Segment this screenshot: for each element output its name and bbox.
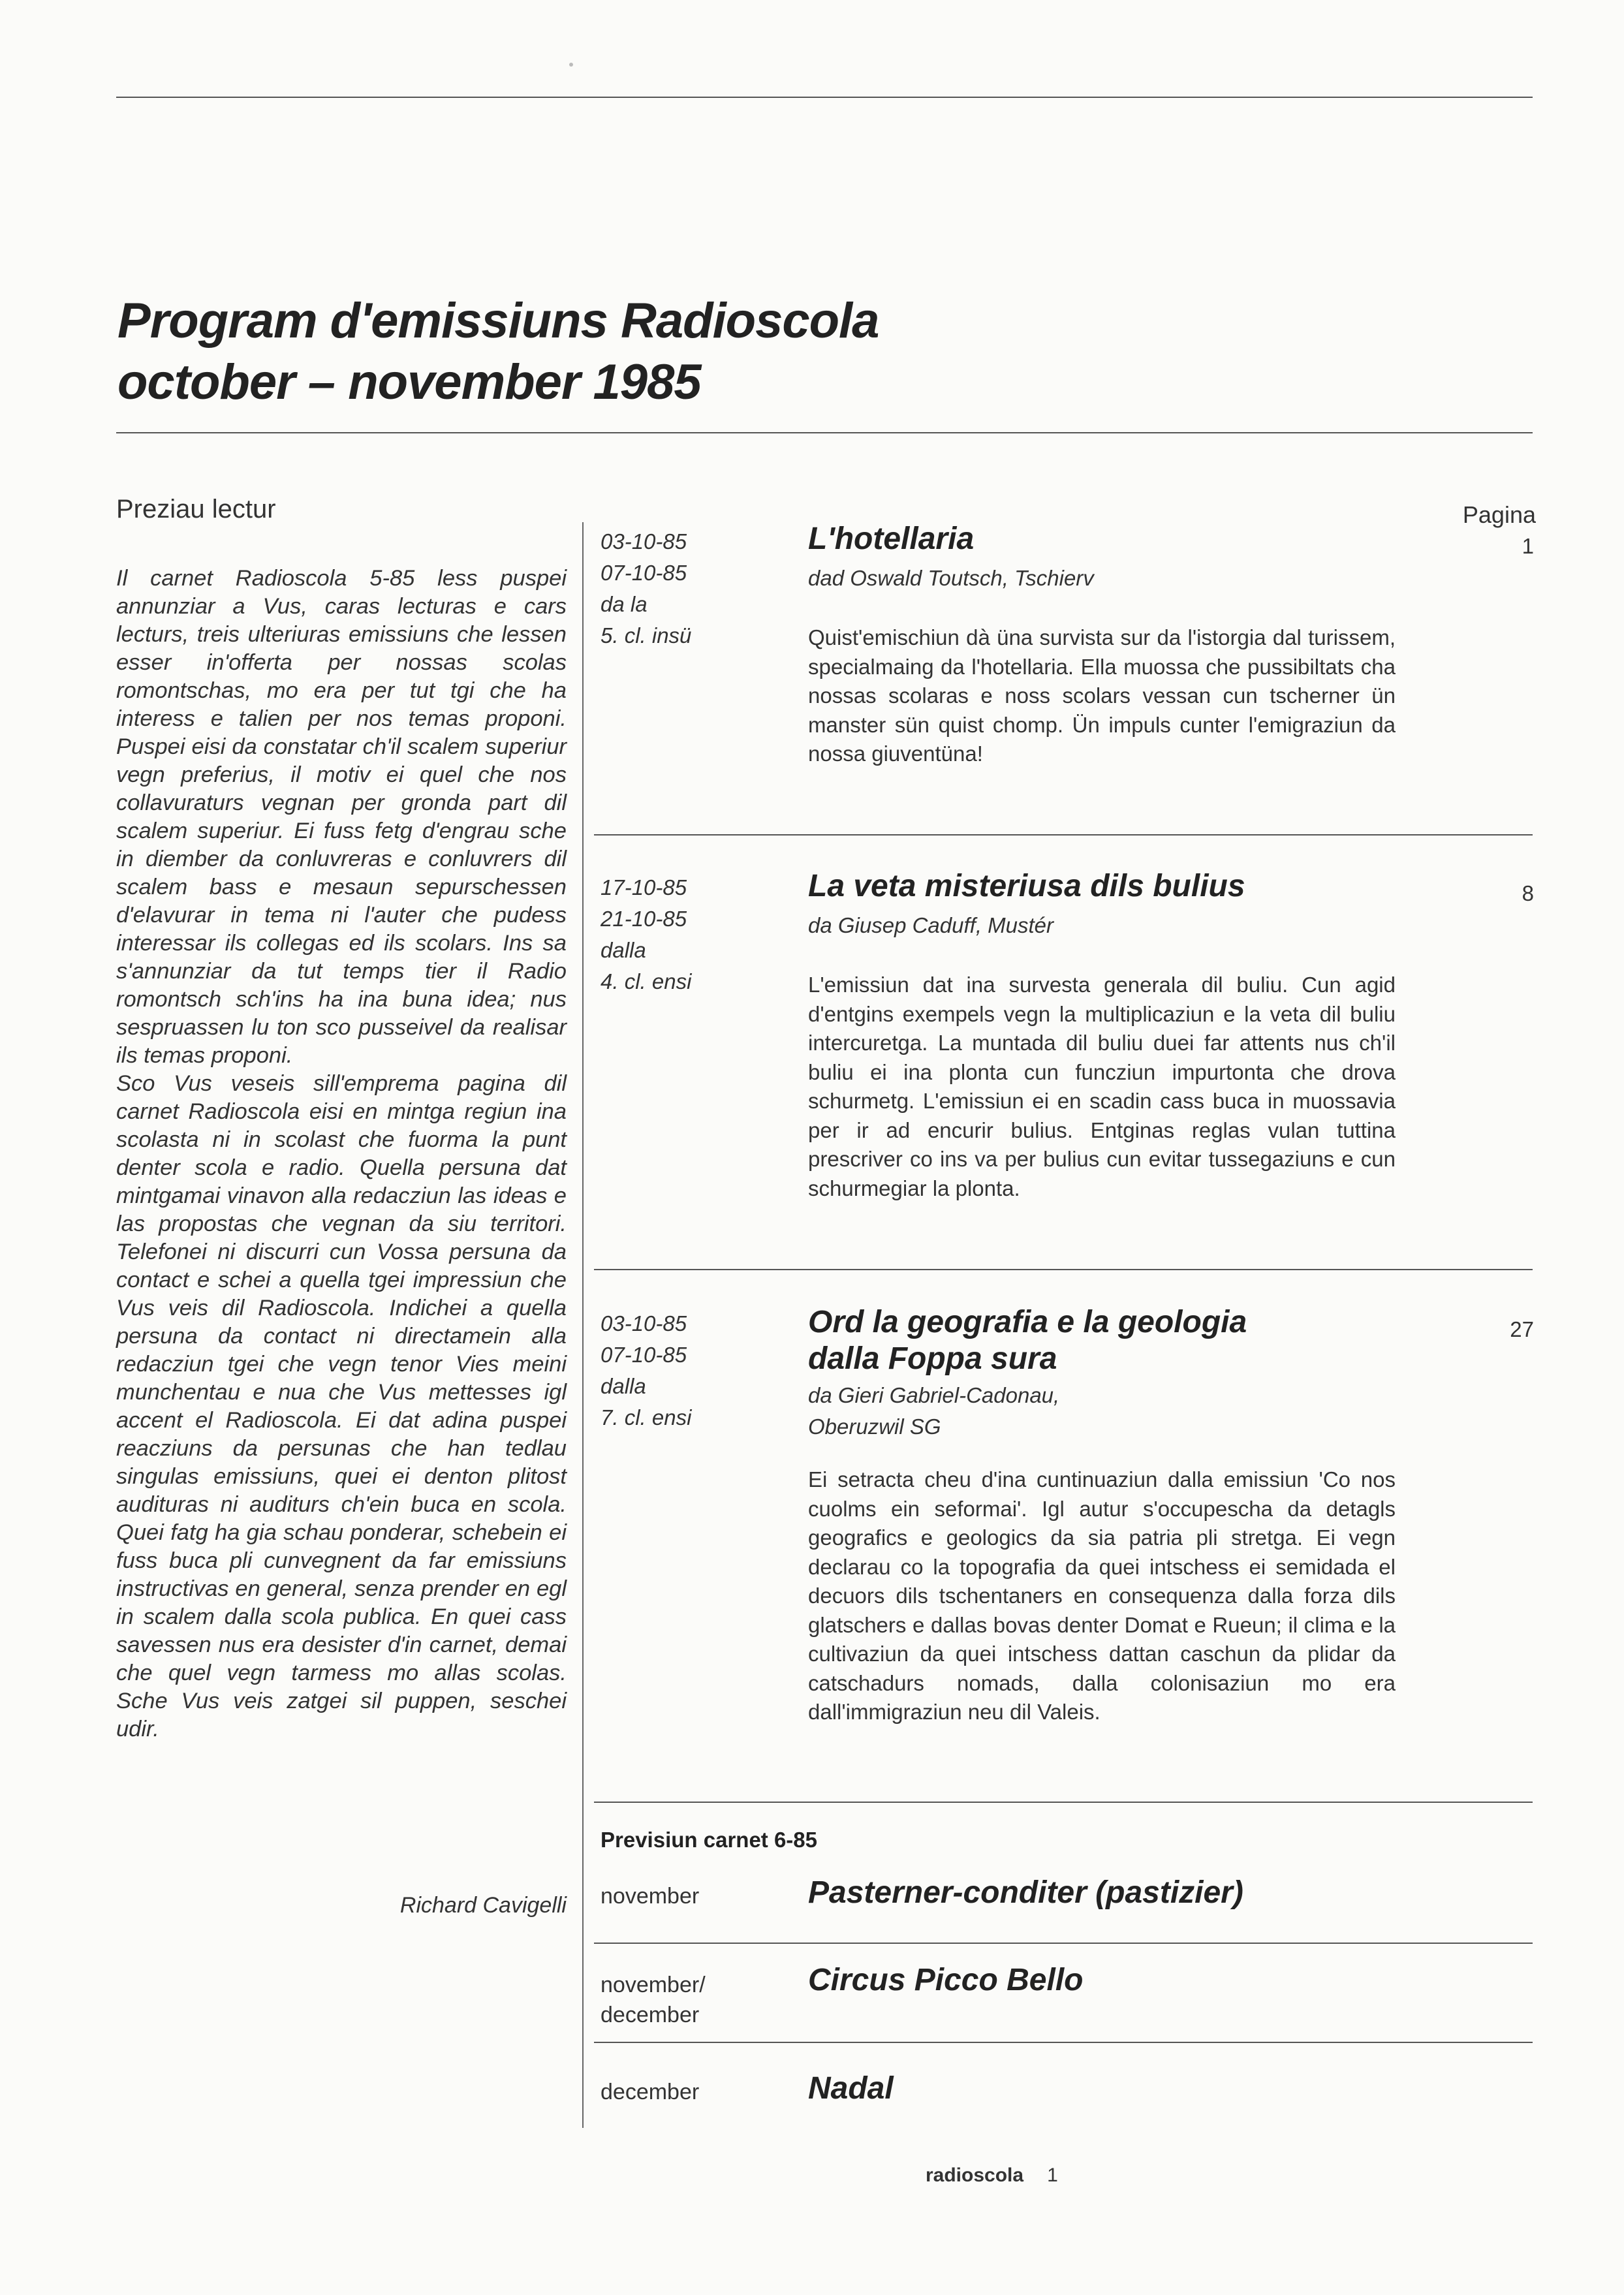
top-rule [116,97,1533,98]
broadcast-date: 07-10-85 [601,1343,687,1367]
class-level: dalla [601,938,646,962]
entry-page-number: 1 [1522,534,1534,558]
title-line-2: october – november 1985 [117,354,701,410]
entry-rule [594,1269,1533,1270]
footer-publication: radioscola [926,2164,1024,2186]
intro-signature: Richard Cavigelli [399,1893,567,1918]
preview-date-line: november [601,1884,700,1909]
footer-page-number: 1 [1047,2164,1058,2186]
entry-title-line: Ord la geografia e la geologia [808,1305,1247,1339]
preview-rule [594,1943,1533,1944]
pagina-label: Pagina [1462,501,1536,528]
class-level: 5. cl. insü [601,623,692,648]
broadcast-date: 07-10-85 [601,561,687,585]
preview-date-line: december [601,2080,700,2104]
preview-date-line: december [601,2003,700,2027]
entry-author [808,563,1094,594]
preview-topic: Pasterner-conditer (pastizier) [808,1875,1243,1910]
preview-date [601,1970,706,2030]
intro-paragraph: Sco Vus veseis sill'emprema pagina dil carnet Radioscola eisi en mintga regiun ina scolasta ni in scolast che fuorma la punt denter scola e radio. Quella persuna dat mintgamai vinavon alla redacziun las ideas e las propostas che vegnan da siu territori. Telefonei ni discurri cun Vossa persuna da contact e schei a quella tgei impressiun che Vus veis dil Radioscola. Indichei a quella persuna da contact ni directamein alla redacziun tgei che vegn tenor Vies meini munchentau e nua che Vus mettesses igl accent el Radioscola. Ei dat adina puspei reacziuns da persunas che han tedlau singulas emissiuns, quei ei denton plitost audituras ni auditurs ch'ein buca en scola. Quei fatg ha gia schau ponderar, schebein ei fuss buca pli cunvegnent da far emissiuns instructivas en general, senza prender en egl in scalem dalla scola publica. En quei cass savessen nus era desister d'in carnet, demai che quel vegn tarmess mo allas scolas. Sche Vus veis zatgei sil puppen, seschei udir. [116,1071,567,1741]
class-level: 4. cl. ensi [601,969,692,993]
entry-dates [601,526,691,651]
entry-description: Quist'emischiun dà üna survista sur da l'istorgia dal turissem, specialmaing da l'hotellaria. Ella muossa che pussibiltats cha nossas scolaras e noss scolars vessan cun tscherner ün manster sün quist chomp. Ün impuls cunter l'emigraziun da nossa giuventüna! [808,625,1396,766]
preview-heading: Previsiun carnet 6-85 [601,1828,817,1852]
entry-author [808,1380,1059,1443]
page-footer [926,2164,1058,2187]
preview-topic: Nadal [808,2071,894,2106]
entry-author-line: dad Oswald Toutsch, Tschierv [808,566,1094,590]
preview-date [601,2077,699,2107]
entry-page-number: 27 [1510,1317,1534,1341]
entry-dates [601,872,691,997]
page-title [117,290,879,413]
entry-title [808,868,1245,905]
title-rule [116,432,1533,433]
preview-date-line: november/ [601,1973,706,1997]
column-divider [582,522,584,2128]
entry-description: L'emissiun dat ina survesta generala dil buliu. Cun agid d'entgins exempels vegn la multiplicaziun e la veta dil buliu intercuretga. La muntada dil buliu duei far attents nus ch'il buliu ei ina plonta cun funcziun impurtonta che drova schurmetg. L'emissiun ei en scadin cass buca in muossavia per ir ad encurir bulius. Entginas reglas vulan tuttina prescriver co ins va per bulius cun evitar tussegaziuns e cun schurmegiar la plonta. [808,973,1396,1200]
broadcast-date: 21-10-85 [601,907,687,931]
class-level: dalla [601,1374,646,1398]
entry-title-line: dalla Foppa sura [808,1341,1057,1376]
paper-speck [569,63,573,67]
entry-author [808,910,1054,941]
entry-title [808,521,974,557]
title-line-1: Program d'emissiuns Radioscola [117,293,879,349]
entry-author-line: da Giusep Caduff, Mustér [808,913,1054,937]
entry-author-line: Oberuzwil SG [808,1414,941,1439]
intro-body [116,565,567,1743]
broadcast-date: 03-10-85 [601,1311,687,1335]
broadcast-date: 03-10-85 [601,529,687,554]
broadcast-date: 17-10-85 [601,875,687,899]
entry-rule [594,834,1533,835]
preview-topic: Circus Picco Bello [808,1963,1084,1997]
class-level: 7. cl. ensi [601,1405,692,1429]
intro-heading: Preziau lectur [116,495,276,523]
intro-paragraph: Il carnet Radioscola 5-85 less puspei annunziar a Vus, caras lecturas e cars lecturs, treis ulteriuras emissiuns che lessen esser in'offerta per nossas scolas romontschas, mo era per tut tgi che ha interess e talien per nos temas proponi. Puspei eisi da constatar ch'il scalem superiur vegn preferius, il motiv ei quel che nos collavuraturs vegnan per gronda part dil scalem superiur. Ei fuss fetg d'engrau sche in diember da conluvreras e conluvrers dil scalem bass e mesaun sepurschessen d'elavurar in tema ni l'auter che pudess interessar ils collegas ed ils scolars. Ins sa s'annunziar da tut temps tier il Radio romontsch sch'ins ha ina buna idea; nus sespruassen lu ton sco pusseivel da realisar ils temas proponi. [116,566,567,1068]
preview-rule [594,2042,1533,2043]
entry-description: Ei setracta cheu d'ina cuntinuaziun dalla emissiun 'Co nos cuolms ein seformai'. Igl autur s'occupescha da detagls geografics e geologics da sia patria pli stretga. Ei vegn declarau co la topografia da quei intschess ei semidada el decuors dils tschentaners en consequenza dalla forza dils glatschers e dallas bovas denter Domat e Rueun; il clima e la cultivaziun da quei intschess dattan caschun da plidar da catschadurs nomads, dalla colonisaziun mo era dall'immigraziun neu dil Valeis. [808,1467,1396,1724]
preview-date [601,1881,699,1911]
entry-title-line: L'hotellaria [808,522,975,556]
entry-title [808,1304,1247,1377]
entry-dates [601,1308,691,1433]
entry-title-line: La veta misteriusa dils bulius [808,869,1245,903]
entry-page-number: 8 [1522,881,1534,905]
class-level: da la [601,592,648,616]
entry-author-line: da Gieri Gabriel-Cadonau, [808,1383,1060,1407]
section-rule [594,1802,1533,1803]
